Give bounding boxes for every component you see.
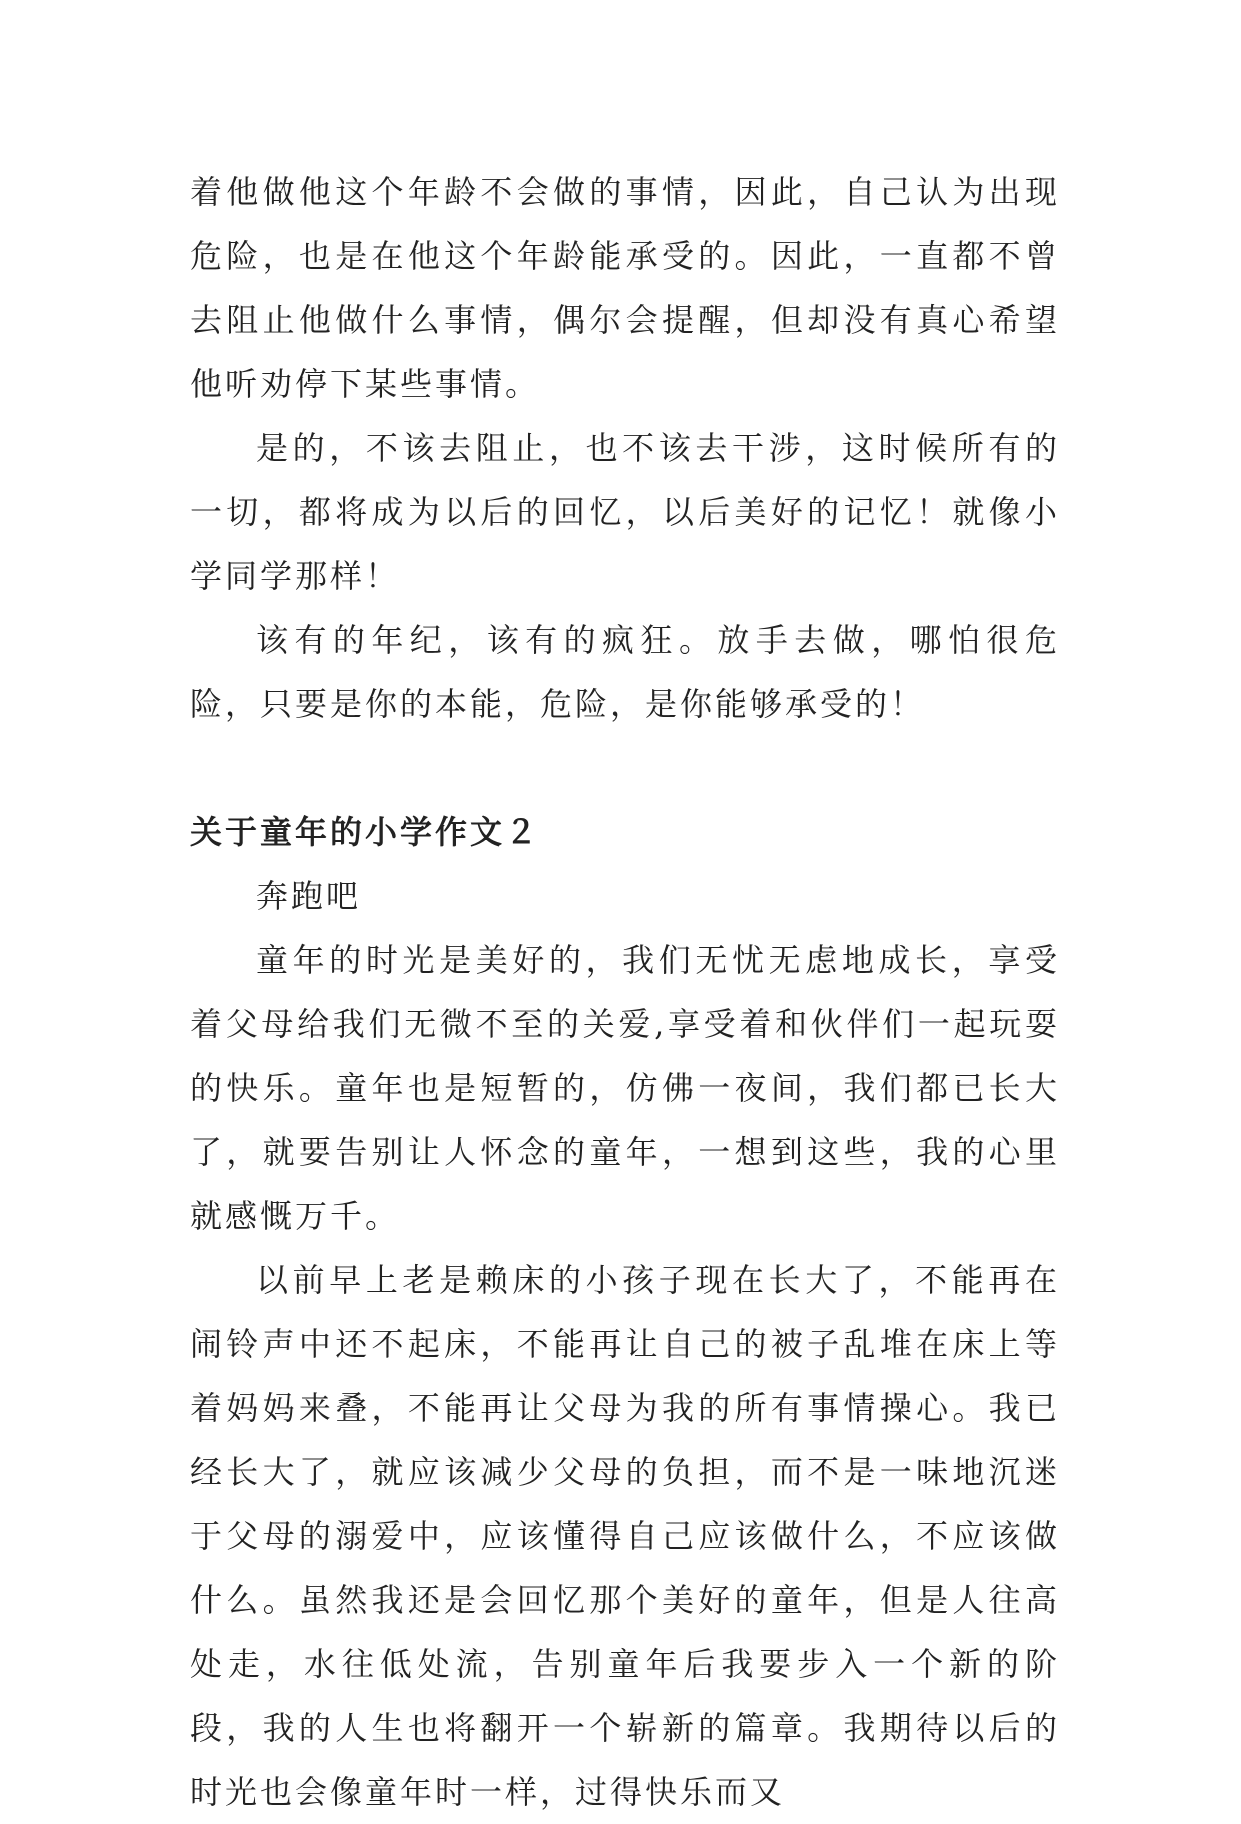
document-page xyxy=(190,160,1060,1824)
essay-title: 奔跑吧 xyxy=(256,877,362,915)
paragraph: 童年的时光是美好的，我们无忧无虑地成长，享受着父母给我们无微不至的关爱,享受着和伙伴们一起玩耍的快乐。童年也是短暂的，仿佛一夜间，我们都已长大了，就要告别让人怀念的童年，一想到这些，我的心里就感慨万千。 xyxy=(190,941,1060,1235)
paragraph: 是的，不该去阻止，也不该去干涉，这时候所有的一切，都将成为以后的回忆，以后美好的记忆！就像小学同学那样！ xyxy=(190,429,1060,595)
paragraph: 以前早上老是赖床的小孩子现在长大了，不能再在闹铃声中还不起床，不能再让自己的被子乱堆在床上等着妈妈来叠，不能再让父母为我的所有事情操心。我已经长大了，就应该减少父母的负担，而不是一味地沉迷于父母的溺爱中，应该懂得自己应该做什么，不应该做什么。虽然我还是会回忆那个美好的童年，但是人往高处走，水往低处流，告别童年后我要步入一个新的阶段，我的人生也将翻开一个崭新的篇章。我期待以后的时光也会像童年时一样，过得快乐而又 xyxy=(190,1261,1060,1811)
paragraph-continued: 着他做他这个年龄不会做的事情，因此，自己认为出现危险，也是在他这个年龄能承受的。因此，一直都不曾去阻止他做什么事情，偶尔会提醒，但却没有真心希望他听劝停下某些事情。 xyxy=(190,173,1060,403)
section-title: 关于童年的小学作文２ xyxy=(190,813,541,851)
paragraph: 该有的年纪，该有的疯狂。放手去做，哪怕很危险，只要是你的本能，危险，是你能够承受的！ xyxy=(190,621,1060,723)
